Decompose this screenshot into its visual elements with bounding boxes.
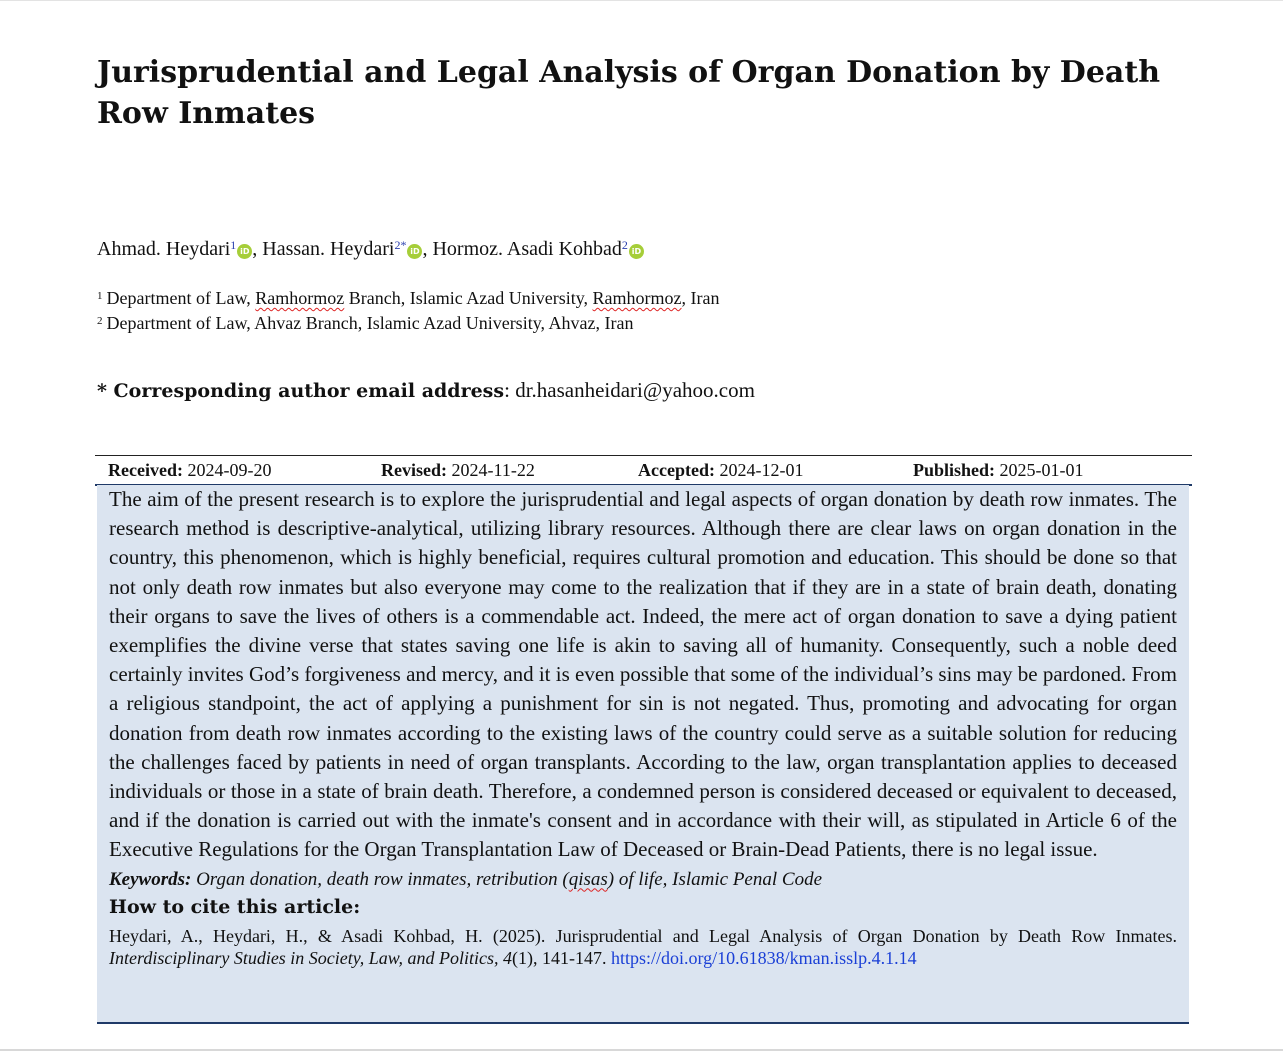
affiliation-text: , Iran (681, 288, 720, 308)
affiliation-2 (97, 310, 720, 335)
affiliation-number: 1 (97, 290, 103, 302)
top-border (0, 0, 1283, 1)
abstract-box (97, 485, 1189, 1024)
author-affil-sup: 1 (230, 238, 237, 252)
spellcheck-word: qisas (568, 868, 608, 890)
citation-text: Heydari, A., Heydari, H., & Asadi Kohbad, H. (2025). Jurisprudential and Legal Analysis of Organ Donation by Death Row Inmates. (109, 925, 1177, 946)
author-name: Hassan. Heydari (262, 238, 395, 260)
affiliations (97, 285, 720, 335)
author-separator: , (252, 238, 263, 260)
orcid-icon[interactable]: iD (237, 244, 252, 259)
affiliation-1 (97, 285, 720, 310)
abstract-text: The aim of the present research is to explore the jurisprudential and legal aspects of organ donation by death row inmates. The research method is descriptive-analytical, utilizing library resources. Although there are clear laws on organ donation in the country, this phenomenon, which is highly beneficial, requires cultural promotion and education. This should be done so that not only death row inmates but also everyone may come to the realization that if they are in a state of brain death, donating their organs to save the lives of others is a commendable act. Indeed, the mere act of organ donation to save a dying patient exemplifies the divine verse that states saving one life is akin to saving all of humanity. Consequently, such a noble deed certainly invites God’s forgiveness and mercy, and it is even possible that some of the individual’s sins may be pardoned. From a religious standpoint, the act of applying a punishment for sin is not negated. Thus, promoting and advocating for organ donation from death row inmates according to the existing laws of the country could serve as a suitable solution for reducing the challenges faced by patients in need of organ transplants. According to the law, organ transplantation applies to deceased individuals or those in a state of brain death. Therefore, a condemned person is considered deceased or equivalent to deceased, and if the donation is carried out with the inmate's consent and in accordance with their will, as stipulated in Article 6 of the Executive Regulations for the Organ Transplantation Law of Deceased or Brain-Dead Patients, there is no legal issue. (109, 487, 1177, 862)
accepted-date (638, 457, 803, 483)
accepted-value: 2024-12-01 (719, 460, 804, 480)
affiliation-text: Branch, Islamic Azad University, (344, 288, 593, 308)
citation-issue: (1), 141-147. (511, 947, 607, 968)
revised-date (381, 457, 535, 483)
published-date (913, 457, 1084, 483)
revised-value: 2024-11-22 (451, 460, 535, 480)
dates-bar (95, 455, 1192, 486)
orcid-icon[interactable]: iD (629, 244, 644, 259)
colon: : (504, 378, 516, 402)
keywords-value (196, 869, 822, 890)
citation (109, 925, 1177, 969)
published-label: Published: (913, 460, 996, 480)
author-name: Hormoz. Asadi Kohbad (432, 238, 622, 260)
keywords-part: Organ donation, death row inmates, retribution ( (196, 868, 569, 890)
corresponding-author (97, 377, 755, 405)
author-affil-sup: 2 (621, 238, 628, 252)
spellcheck-word: Ramhormoz (255, 288, 345, 308)
revised-label: Revised: (381, 460, 447, 480)
affiliation-text: Department of Law, (106, 288, 256, 308)
citation-journal: Interdisciplinary Studies in Society, Law, and Politics, 4 (109, 947, 512, 968)
received-label: Received: (108, 460, 183, 480)
received-date (108, 457, 271, 483)
accepted-label: Accepted: (638, 460, 715, 480)
published-value: 2025-01-01 (999, 460, 1084, 480)
author-separator: , (422, 238, 433, 260)
orcid-icon[interactable]: iD (407, 244, 422, 259)
affiliation-number: 2 (97, 315, 103, 327)
keywords-part: ) of life, Islamic Penal Code (607, 868, 822, 890)
affiliation-text: Department of Law, Ahvaz Branch, Islamic Azad University, Ahvaz, Iran (106, 313, 634, 333)
corresponding-label: * Corresponding author email address (97, 380, 505, 402)
author-name: Ahmad. Heydari (97, 238, 231, 260)
citation-heading: How to cite this article: (109, 895, 361, 918)
author-list (97, 232, 644, 262)
corresponding-email[interactable]: dr.hasanheidari@yahoo.com (515, 378, 755, 402)
received-value: 2024-09-20 (187, 460, 272, 480)
keywords-label: Keywords: (109, 868, 192, 890)
author-affil-sup: 2* (394, 238, 407, 252)
paper-title: Jurisprudential and Legal Analysis of Organ Donation by Death Row Inmates (97, 55, 1161, 131)
spellcheck-word: Ramhormoz (592, 288, 682, 308)
keywords (109, 867, 1177, 893)
doi-link[interactable]: https://doi.org/10.61838/kman.isslp.4.1.14 (610, 947, 917, 968)
